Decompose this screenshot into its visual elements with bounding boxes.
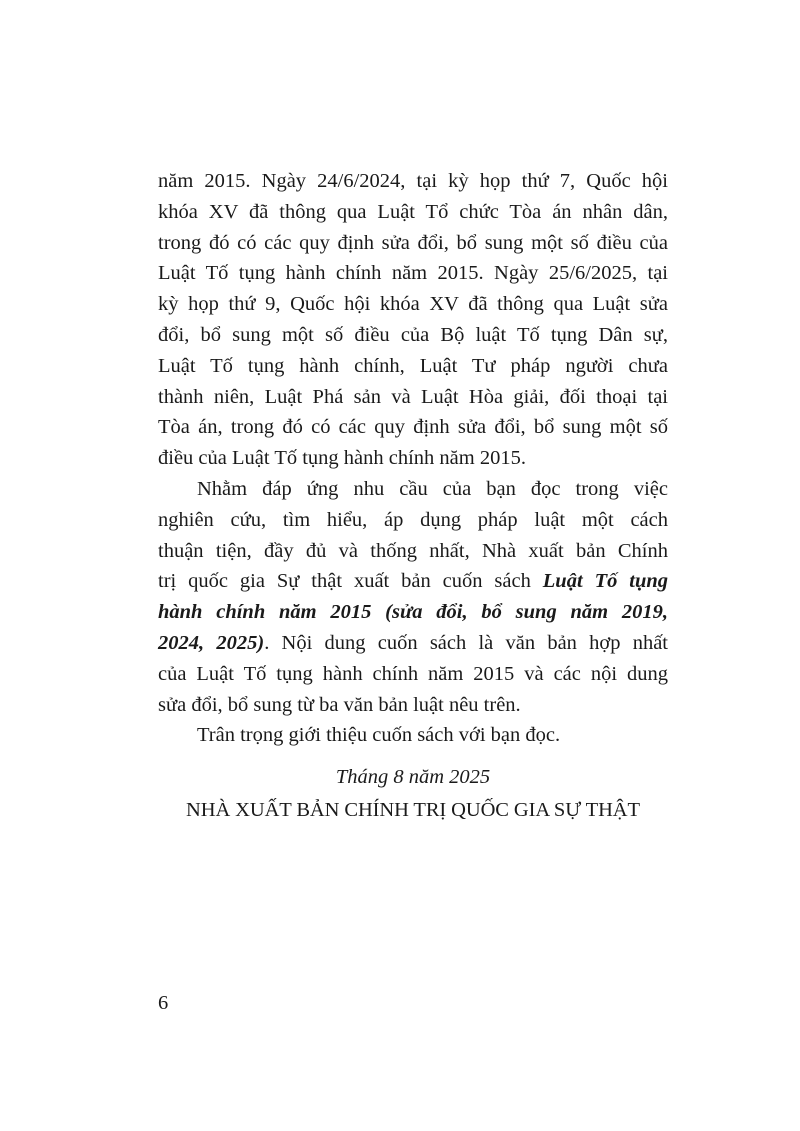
text-segment: kỳ họp thứ 9, Quốc hội khóa XV đã thông qua Luật sửa [158,293,668,316]
page-number: 6 [158,992,169,1014]
text-segment: Trân trọng giới thiệu cuốn sách với bạn đọc. [197,724,561,747]
text-segment: thành niên, Luật Phá sản và Luật Hòa giải, đối thoại tại [158,385,668,408]
text-segment: Nhằm đáp ứng nhu cầu của bạn đọc trong việc [197,478,668,500]
text-segment: trong đó có các quy định sửa đổi, bổ sung một số điều của [158,231,668,254]
text-line [158,289,668,320]
text-line [158,258,668,289]
text-segment: thuận tiện, đầy đủ và thống nhất, Nhà xuất bản Chính [158,539,668,562]
text-segment: năm 2015. Ngày 24/6/2024, tại kỳ họp thứ 7, Quốc hội [158,170,668,192]
text-segment: đổi, bổ sung một số điều của Bộ luật Tố tụng Dân sự, [158,324,668,346]
text-segment: Luật Tố tụng hành chính năm 2015. Ngày 25/6/2025, tại [158,262,668,285]
text-segment: điều của Luật Tố tụng hành chính năm 2015. [158,447,526,470]
text-line [158,628,668,659]
text-line [158,443,668,474]
signature-date: Tháng 8 năm 2025 [335,766,491,788]
text-line [197,720,668,751]
text-line [158,690,668,721]
text-segment: Luật Tố tụng hành chính, Luật Tư pháp người chưa [158,354,668,377]
text-line [158,382,668,413]
text-segment: của Luật Tố tụng hành chính năm 2015 và các nội dung [158,662,668,685]
text-segment: nghiên cứu, tìm hiểu, áp dụng pháp luật một cách [158,508,668,531]
book-title-text: 2024, 2025) [158,632,265,654]
text-segment: khóa XV đã thông qua Luật Tổ chức Tòa án nhân dân, [158,200,668,223]
text-line [158,351,668,382]
text-line [158,320,668,351]
text-segment: Tòa án, trong đó có các quy định sửa đổi, bổ sung một số [158,416,668,439]
text-line [158,197,668,228]
text-line [197,474,668,505]
text-line [158,536,668,567]
book-title-text: hành chính năm 2015 (sửa đổi, bổ sung năm 2019, [158,601,668,624]
text-line [158,597,668,628]
text-segment: . Nội dung cuốn sách là văn bản hợp nhất [264,632,669,654]
text-line [158,659,668,690]
text-segment: trị quốc gia Sự thật xuất bản cuốn sách [158,570,543,593]
signature-publisher: NHÀ XUẤT BẢN CHÍNH TRỊ QUỐC GIA SỰ THẬT [186,799,640,821]
book-title-text: Luật Tố tụng [542,570,669,593]
text-line [158,566,668,597]
text-line [158,228,668,259]
text-line [158,412,668,443]
text-segment: sửa đổi, bổ sung từ ba văn bản luật nêu trên. [158,693,521,716]
text-line [158,505,668,536]
text-line [158,166,668,197]
